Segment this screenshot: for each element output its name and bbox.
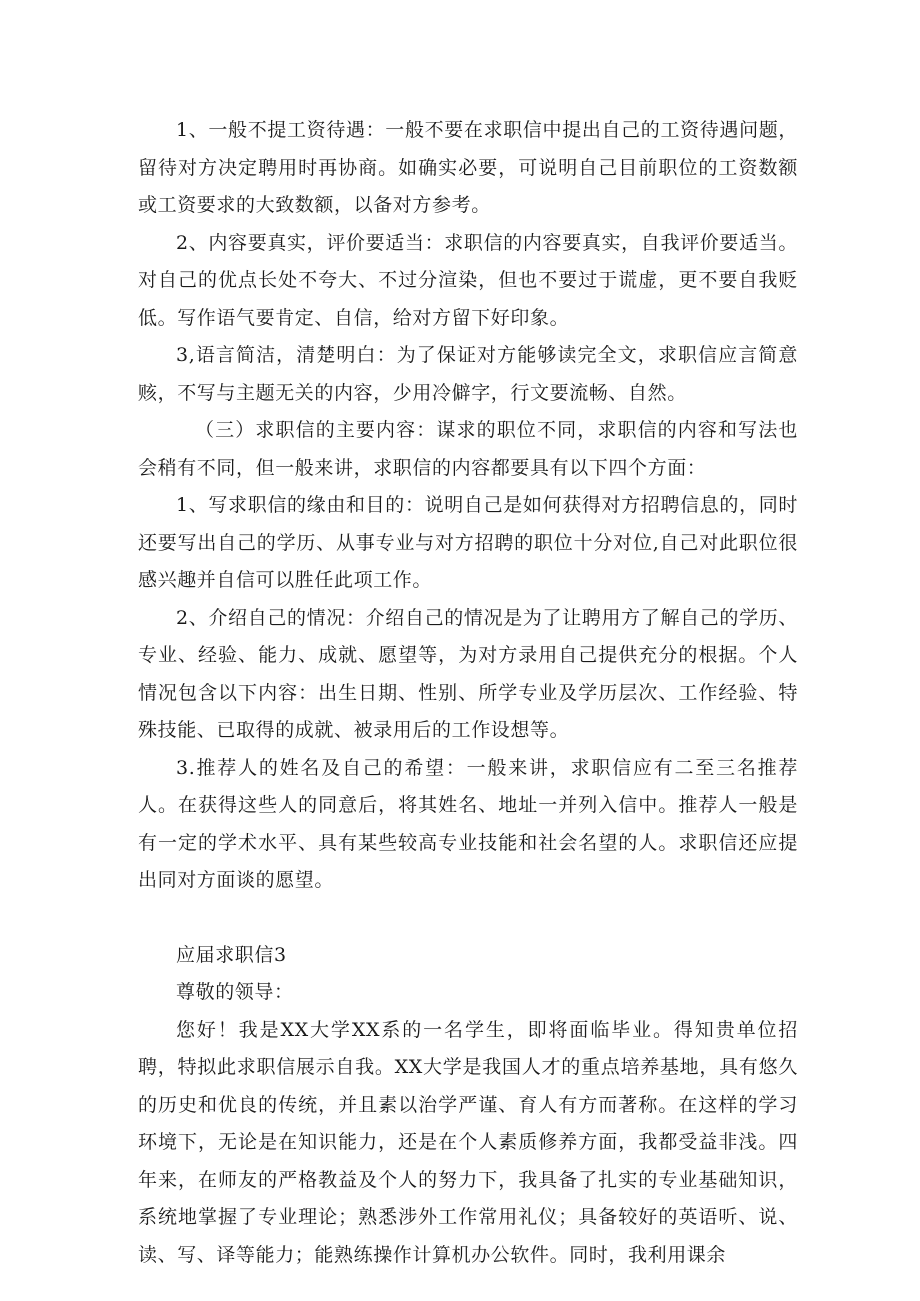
paragraph-self-introduction: 2、介绍自己的情况：介绍自己的情况是为了让聘用方了解自己的学历、专业、经验、能力、成就、愿望等，为对方录用自己提供充分的根据。个人情况包含以下内容：出生日期、性别、所学专业及学历层次、工作经验、特殊技能、已取得的成就、被录用后的工作设想等。 xyxy=(138,606,798,741)
section-title: 应届求职信3 xyxy=(176,943,287,966)
letter-body: 您好！我是XX大学XX系的一名学生，即将面临毕业。得知贵单位招聘，特拟此求职信展示自我。XX大学是我国人才的重点培养基地，具有悠久的历史和优良的传统，并且素以治学严谨、育人有方而著称。在这样的学习环境下，无论是在知识能力，还是在个人素质修养方面，我都受益非浅。四年来，在师友的严格教益及个人的努力下，我具备了扎实的专业基础知识，系统地掌握了专业理论；熟悉涉外工作常用礼仪；具备较好的英语听、说、读、写、译等能力；能熟练操作计算机办公软件。同时，我利用课余 xyxy=(138,1018,798,1266)
paragraph-main-content-heading: （三）求职信的主要内容：谋求的职位不同，求职信的内容和写法也会稍有不同，但一般来讲，求职信的内容都要具有以下四个方面： xyxy=(138,419,798,479)
document-body xyxy=(138,112,798,1274)
paragraph-salary: 1、一般不提工资待遇：一般不要在求职信中提出自己的工资待遇问题，留待对方决定聘用时再协商。如确实必要，可说明自己目前职位的工资数额或工资要求的大致数额，以备对方参考。 xyxy=(138,119,798,216)
paragraph-concise-language: 3,语言简洁，清楚明白：为了保证对方能够读完全文，求职信应言简意赅，不写与主题无关的内容，少用冷僻字，行文要流畅、自然。 xyxy=(138,344,798,404)
section-spacer xyxy=(138,900,798,937)
paragraph-referees: 3.推荐人的姓名及自己的希望：一般来讲，求职信应有二至三名推荐人。在获得这些人的同意后，将其姓名、地址一并列入信中。推荐人一般是有一定的学术水平、具有某些较高专业技能和社会名望的人。求职信还应提出同对方面谈的愿望。 xyxy=(138,756,798,891)
salutation: 尊敬的领导： xyxy=(176,981,294,1003)
paragraph-reason-and-purpose: 1、写求职信的缘由和目的：说明自己是如何获得对方招聘信息的，同时还要写出自己的学历、从事专业与对方招聘的职位十分对位,自己对此职位很感兴趣并自信可以胜任此项工作。 xyxy=(138,494,798,591)
paragraph-truthful-content: 2、内容要真实，评价要适当：求职信的内容要真实，自我评价要适当。对自己的优点长处不夸大、不过分渲染，但也不要过于谎虚，更不要自我贬低。写作语气要肯定、自信，给对方留下好印象。 xyxy=(138,231,798,329)
